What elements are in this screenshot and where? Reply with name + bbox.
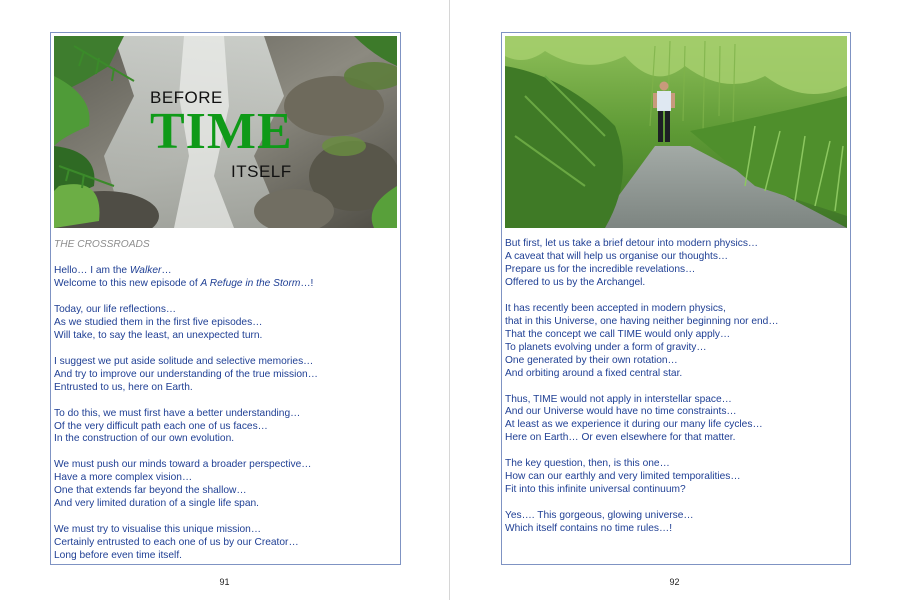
paragraph [505, 510, 844, 536]
paragraph [505, 238, 844, 290]
paragraph [54, 408, 394, 447]
welcome-prefix: Welcome to this new episode of [54, 277, 201, 289]
title-time: TIME [150, 103, 293, 160]
paragraph [505, 458, 844, 497]
left-page-frame [50, 32, 401, 565]
text-line: Here on Earth… Or even elsewhere for that matter. [505, 432, 736, 444]
text-line: Thus, TIME would not apply in interstellar space… [505, 393, 732, 405]
greeting-prefix: Hello… I am the [54, 264, 130, 276]
text-line: Which itself contains no time rules…! [505, 523, 673, 535]
text-line: As we studied them in the first five episodes… [54, 316, 263, 328]
text-line: To do this, we must first have a better understanding… [54, 407, 301, 419]
text-line: We must try to visualise this unique mission… [54, 524, 262, 536]
waterfall-photo [54, 36, 397, 228]
left-text-block [54, 239, 394, 576]
text-line: And orbiting around a fixed central star. [505, 367, 683, 379]
text-line: One that extends far beyond the shallow… [54, 485, 247, 497]
text-line: At least as we experience it during our many life cycles… [505, 419, 763, 431]
paragraph [505, 303, 844, 381]
right-page [450, 0, 899, 600]
text-line: Certainly entrusted to each one of us by our Creator… [54, 537, 299, 549]
text-line: To planets evolving under a form of gravity… [505, 341, 707, 353]
title-before: BEFORE [150, 88, 223, 107]
text-line: The key question, then, is this one… [505, 458, 670, 470]
right-paragraphs [505, 238, 844, 536]
page-number-left: 91 [219, 577, 230, 587]
page-number-right: 92 [669, 577, 680, 587]
paragraph [54, 524, 394, 563]
title-time-wrap [150, 103, 293, 160]
text-line: In the construction of our own evolution. [54, 433, 235, 445]
garden-path-photo [505, 36, 847, 228]
text-line: Prepare us for the incredible revelations… [505, 263, 696, 275]
text-line: That the concept we call TIME would only apply… [505, 328, 731, 340]
text-line: Yes…. This gorgeous, glowing universe… [505, 510, 694, 522]
title-itself-wrap [231, 162, 292, 182]
text-line: And our Universe would have no time constraints… [505, 406, 737, 418]
paragraph [505, 394, 844, 446]
title-itself: ITSELF [231, 162, 292, 181]
welcome-suffix: …! [300, 277, 314, 289]
text-line: Have a more complex vision… [54, 472, 193, 484]
paragraph [54, 459, 394, 511]
text-line: Entrusted to us, here on Earth. [54, 381, 193, 393]
section-label: THE CROSSROADS [54, 239, 150, 250]
text-line: Offered to us by the Archangel. [505, 276, 646, 288]
text-line: But first, let us take a brief detour into modern physics… [505, 238, 759, 249]
text-line: One generated by their own rotation… [505, 354, 678, 366]
text-line: I suggest we put aside solitude and selective memories… [54, 355, 314, 367]
welcome-line [54, 278, 394, 291]
text-line: Of the very difficult path each one of us faces… [54, 420, 268, 432]
intro-paragraph [54, 265, 394, 291]
right-text-block [505, 238, 844, 549]
greeting-name: Walker [129, 264, 162, 276]
text-line: Long before even time itself. [54, 550, 182, 562]
left-page [0, 0, 449, 600]
text-line: And try to improve our understanding of the true mission… [54, 368, 318, 380]
text-line: that in this Universe, one having neither beginning nor end… [505, 315, 779, 327]
paragraph [54, 356, 394, 395]
left-paragraphs [54, 304, 394, 563]
text-line: Fit into this infinite universal continuum? [505, 484, 686, 496]
paragraph [54, 304, 394, 343]
text-line: How can our earthly and very limited temporalities… [505, 471, 741, 483]
episode-title: A Refuge in the Storm [200, 277, 301, 289]
text-line: It has recently been accepted in modern physics, [505, 302, 726, 314]
greeting-suffix: … [161, 264, 172, 276]
greeting-line [54, 265, 394, 278]
text-line: And very limited duration of a single life span. [54, 498, 259, 510]
text-line: A caveat that will help us organise our thoughts… [505, 250, 729, 262]
text-line: Will take, to say the least, an unexpected turn. [54, 329, 263, 341]
text-line: Today, our life reflections… [54, 303, 177, 315]
text-line: We must push our minds toward a broader perspective… [54, 459, 312, 471]
right-page-frame [501, 32, 851, 565]
